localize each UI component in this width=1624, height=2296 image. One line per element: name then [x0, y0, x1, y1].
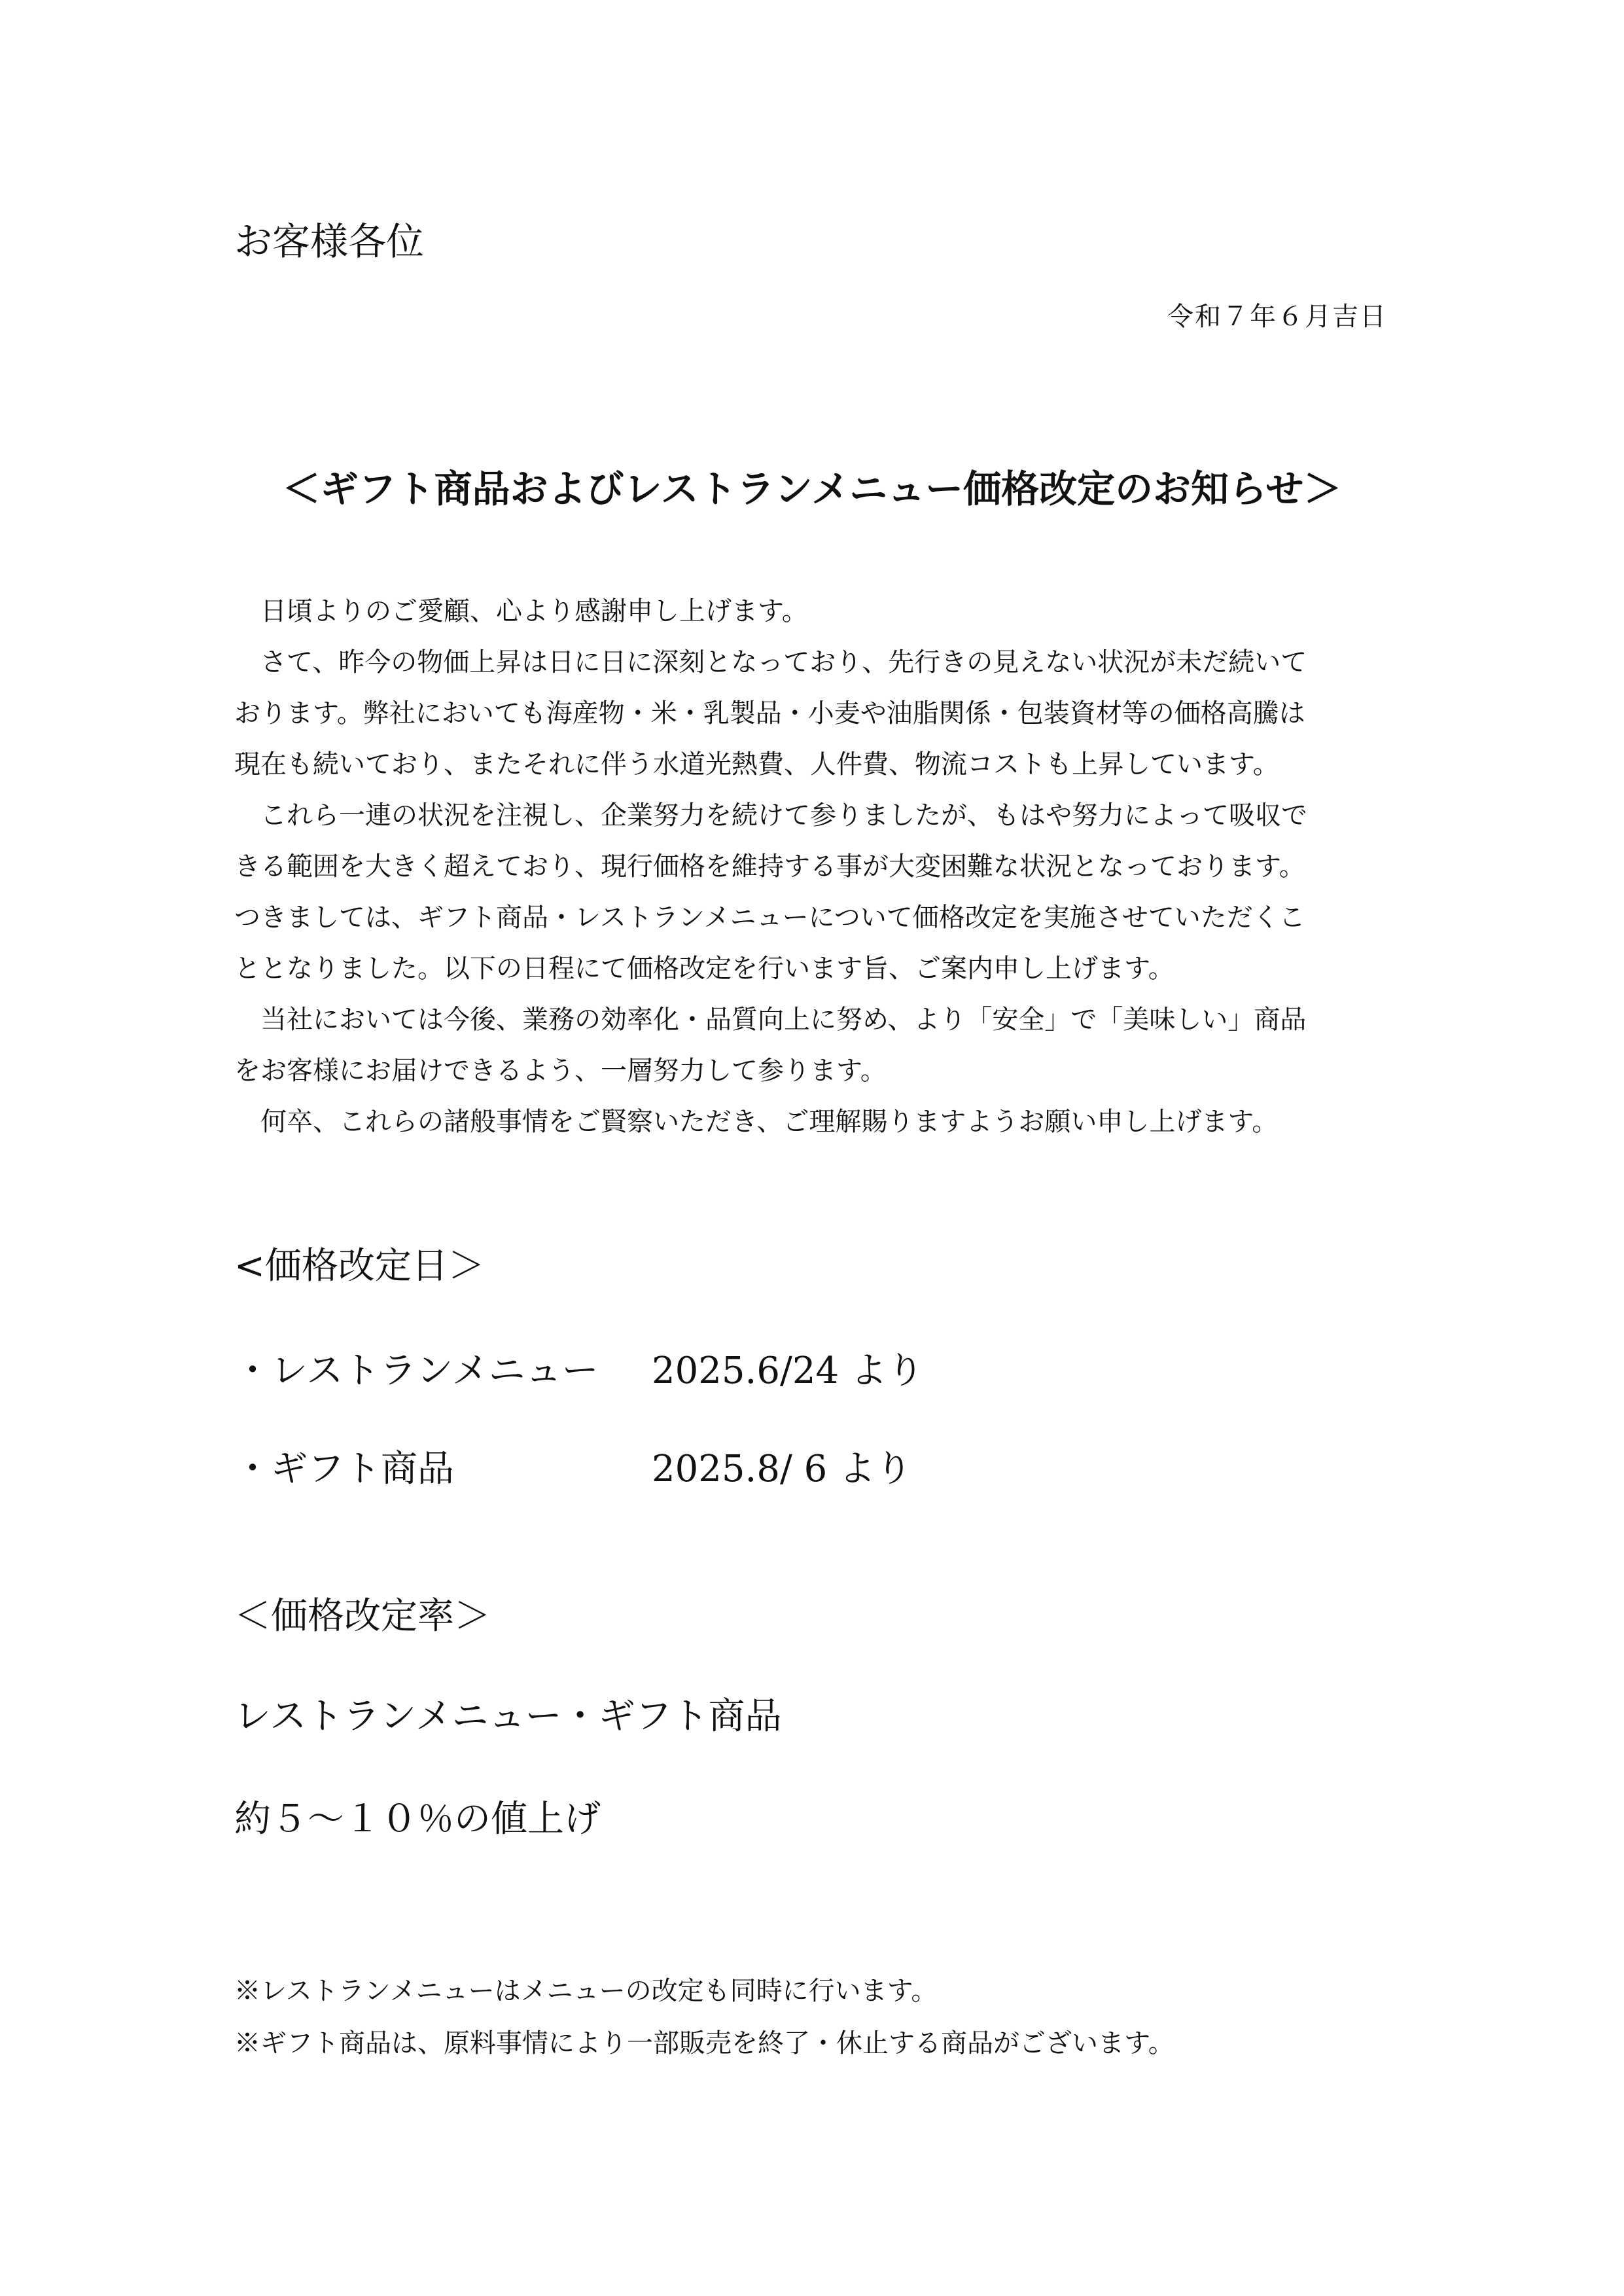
- schedule-label-gift: ・ギフト商品: [234, 1448, 454, 1490]
- body-line: さて、昨今の物価上昇は日に日に深刻となっており、先行きの見えない状況が未だ続いて: [234, 647, 1307, 677]
- body-line: 現在も続いており、またそれに伴う水道光熱費、人件費、物流コストも上昇しています。: [234, 749, 1279, 780]
- schedule-date-gift: 2025.8/ 6 より: [652, 1448, 913, 1490]
- revision-date-heading: <価格改定日＞: [234, 1245, 485, 1287]
- note-gift: ※ギフト商品は、原料事情により一部販売を終了・休止する商品がございます。: [234, 2028, 1174, 2058]
- body-line: つきましては、ギフト商品・レストランメニューについて価格改定を実施させていただくこ: [234, 903, 1305, 933]
- rate-value: 約５～１０％の値上げ: [234, 1798, 601, 1840]
- body-line: きる範囲を大きく超えており、現行価格を維持する事が大変困難な状況となっております。: [234, 852, 1305, 882]
- body-line: 何卒、これらの諸般事情をご賢察いただき、ご理解賜りますようお願い申し上げます。: [234, 1107, 1279, 1137]
- note-restaurant: ※レストランメニューはメニューの改定も同時に行います。: [234, 1976, 938, 2006]
- body-text: [234, 586, 1392, 1147]
- body-line: おります。弊社においても海産物・米・乳製品・小麦や油脂関係・包装資材等の価格高騰は: [234, 698, 1305, 728]
- document-title: ＜ギフト商品およびレストランメニュー価格改定のお知らせ＞: [282, 467, 1342, 511]
- rate-target: レストランメニュー・ギフト商品: [234, 1695, 782, 1738]
- body-line: 当社においては今後、業務の効率化・品質向上に努め、より「安全」で「美味しい」商品: [234, 1005, 1307, 1035]
- body-line: ととなりました。以下の日程にて価格改定を行います旨、ご案内申し上げます。: [234, 954, 1174, 984]
- schedule-date-restaurant: 2025.6/24 より: [652, 1350, 924, 1392]
- rate-heading: ＜価格改定率＞: [234, 1595, 491, 1638]
- schedule-label-restaurant: ・レストランメニュー: [234, 1350, 599, 1392]
- body-line: をお客様にお届けできるよう、一層努力して参ります。: [234, 1056, 887, 1086]
- issue-date: 令和７年６月吉日: [1167, 302, 1387, 332]
- body-line: 日頃よりのご愛顧、心より感謝申し上げます。: [234, 596, 808, 626]
- addressee: お客様各位: [234, 219, 425, 264]
- body-line: これら一連の状況を注視し、企業努力を続けて参りましたが、もはや努力によって吸収で: [234, 800, 1307, 831]
